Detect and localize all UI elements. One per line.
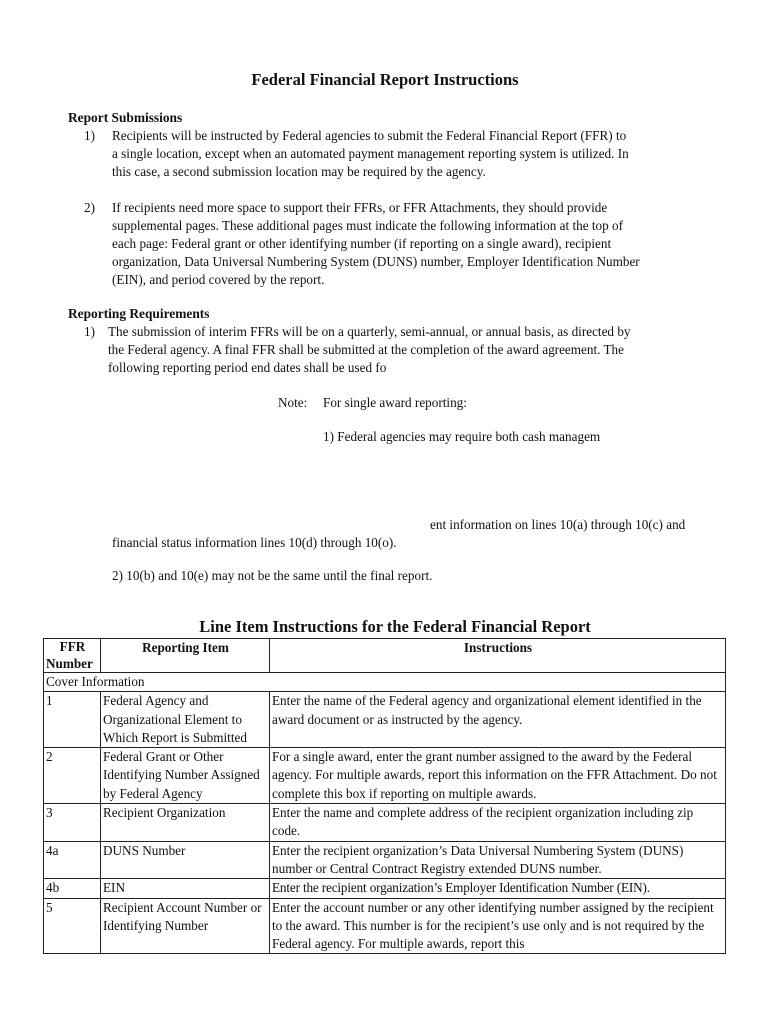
row-instructions: Enter the account number or any other identifying number assigned by the recipient to the award. This number is for the recipient’s use only and is not required by the Federal agency. For multiple awards, report this xyxy=(270,898,726,954)
table-row xyxy=(44,841,726,879)
table-row xyxy=(44,804,726,842)
text-line: each page: Federal grant or other identifying number (if reporting on a single award), recipient xyxy=(112,236,612,251)
requirements-item-1-number: 1) xyxy=(84,324,95,339)
row-number: 1 xyxy=(44,692,101,748)
row-reporting-item: Recipient Account Number or Identifying Number xyxy=(101,898,270,954)
submission-item-1-number: 1) xyxy=(84,128,95,143)
reporting-requirements-heading: Reporting Requirements xyxy=(68,306,210,321)
report-submissions-heading: Report Submissions xyxy=(68,110,183,125)
row-number: 5 xyxy=(44,898,101,954)
text-line: If recipients need more space to support their FFRs, or FFR Attachments, they should provide xyxy=(112,200,608,215)
text-line: (EIN), and period covered by the report. xyxy=(112,272,325,287)
requirements-item-1-text xyxy=(108,323,738,377)
submission-item-2-number: 2) xyxy=(84,200,95,215)
row-number: 2 xyxy=(44,748,101,804)
note-item-1-continued: ent information on lines 10(a) through 10(c) and xyxy=(430,517,686,532)
text-line: a single location, except when an automated payment management reporting system is utilized. In xyxy=(112,146,629,161)
text-line: the Federal agency. A final FFR shall be submitted at the completion of the award agreement. The xyxy=(108,342,624,357)
text-line: The submission of interim FFRs will be on a quarterly, semi-annual, or annual basis, as directed by xyxy=(108,324,631,339)
row-reporting-item: Federal Agency and Organizational Element to Which Report is Submitted xyxy=(101,692,270,748)
line-item-table-title: Line Item Instructions for the Federal Financial Report xyxy=(199,617,591,636)
note-item-1-end: financial status information lines 10(d) through 10(o). xyxy=(112,535,397,550)
text-line: Recipients will be instructed by Federal agencies to submit the Federal Financial Report (FFR) to xyxy=(112,128,627,143)
line-item-table xyxy=(43,638,726,954)
row-instructions: For a single award, enter the grant number assigned to the award by the Federal agency. For multiple awards, report this information on the FFR Attachment. Do not complete this box if reporting on multiple awards. xyxy=(270,748,726,804)
row-instructions: Enter the recipient organization’s Data Universal Numbering System (DUNS) number or Central Contract Registry extended DUNS number. xyxy=(270,841,726,879)
row-instructions: Enter the name of the Federal agency and organizational element identified in the award document or as instructed by the agency. xyxy=(270,692,726,748)
header-ffr-number xyxy=(44,639,101,673)
note-item-2: 2) 10(b) and 10(e) may not be the same until the final report. xyxy=(112,568,433,583)
table-row xyxy=(44,692,726,748)
document-title: Federal Financial Report Instructions xyxy=(251,70,519,89)
text-line: organization, Data Universal Numbering System (DUNS) number, Employer Identification Number xyxy=(112,254,640,269)
text-line: following reporting period end dates shall be used fo xyxy=(108,360,387,375)
row-reporting-item: DUNS Number xyxy=(101,841,270,879)
row-number: 3 xyxy=(44,804,101,842)
text-line: this case, a second submission location may be required by the agency. xyxy=(112,164,486,179)
table-header-row xyxy=(44,639,726,673)
note-item-1-start: 1) Federal agencies may require both cash managem xyxy=(323,429,601,444)
table-row xyxy=(44,898,726,954)
row-number: 4b xyxy=(44,879,101,898)
row-reporting-item: Federal Grant or Other Identifying Number Assigned by Federal Agency xyxy=(101,748,270,804)
submission-item-2-text xyxy=(112,199,732,289)
header-ffr-line: FFR xyxy=(59,639,86,654)
row-instructions: Enter the recipient organization’s Employer Identification Number (EIN). xyxy=(270,879,726,898)
section-row-cover-information xyxy=(44,673,726,692)
section-label: Cover Information xyxy=(44,673,726,692)
row-instructions: Enter the name and complete address of the recipient organization including zip code. xyxy=(270,804,726,842)
header-instructions: Instructions xyxy=(270,639,726,673)
note-label: Note: xyxy=(278,395,308,410)
row-reporting-item: Recipient Organization xyxy=(101,804,270,842)
table-row xyxy=(44,879,726,898)
header-reporting-item: Reporting Item xyxy=(101,639,270,673)
note-text: For single award reporting: xyxy=(323,395,467,410)
submission-item-1-text xyxy=(112,127,732,181)
row-number: 4a xyxy=(44,841,101,879)
header-number-line: Number xyxy=(46,655,93,671)
text-line: supplemental pages. These additional pages must indicate the following information at the top of xyxy=(112,218,624,233)
row-reporting-item: EIN xyxy=(101,879,270,898)
table-row xyxy=(44,748,726,804)
